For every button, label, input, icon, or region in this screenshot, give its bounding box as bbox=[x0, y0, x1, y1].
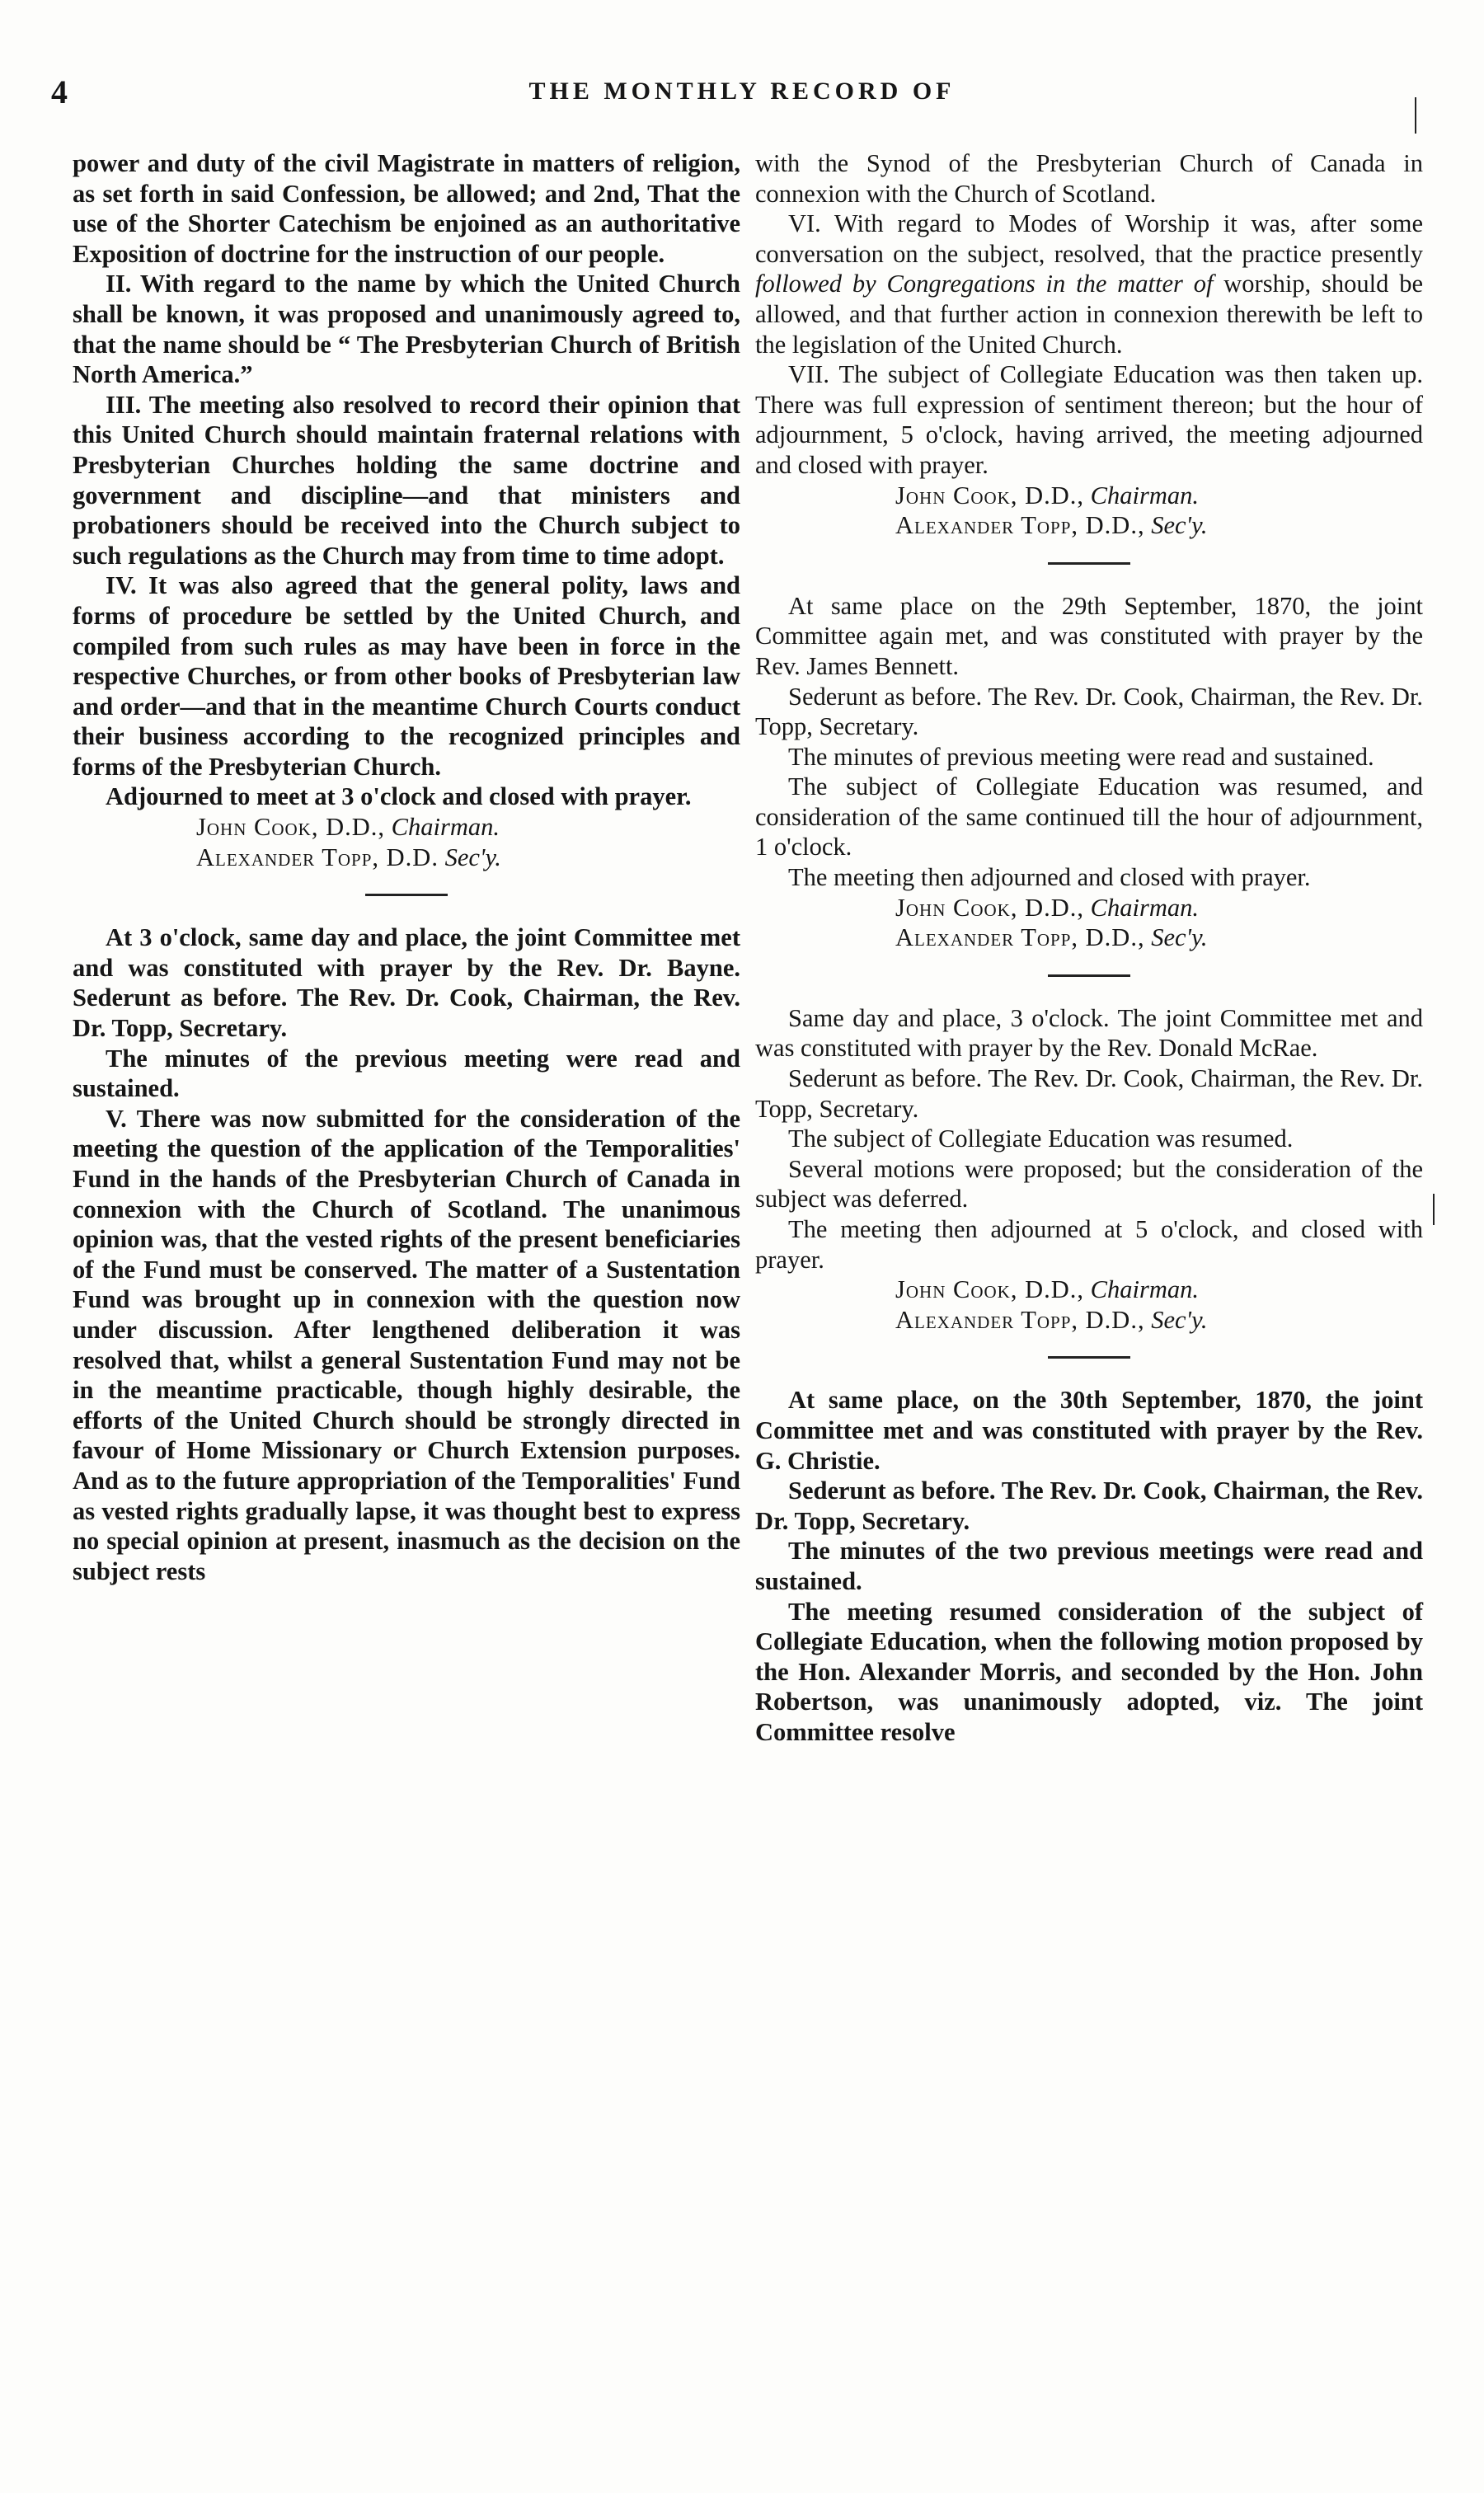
paragraph: Sederunt as before. The Rev. Dr. Cook, Chairman, the Rev. Dr. Topp, Secretary. bbox=[755, 682, 1423, 741]
signature-secretary bbox=[755, 1305, 1423, 1336]
signatory-role: Sec'y. bbox=[1151, 511, 1208, 540]
paragraph: power and duty of the civil Magistrate in matters of religion, as set forth in said Confession, be allowed; and 2nd, That the use of the Shorter Catechism be enjoined as an authoritative Exposition of doctrine for the instruction of our people. bbox=[73, 149, 740, 268]
signatory-name: Alexander Topp, D.D., bbox=[895, 511, 1145, 540]
right-column bbox=[755, 148, 1423, 1748]
signatory-role: Sec'y. bbox=[1151, 1305, 1208, 1334]
paragraph: The meeting resumed consideration of the subject of Collegiate Education, when the following motion proposed by the Hon. Alexander Morris, and seconded by the Hon. John Robertson, was unanimously adopted, viz. The joint Committee resolve bbox=[755, 1597, 1423, 1746]
signature-chairman bbox=[755, 1275, 1423, 1305]
signatory-name: John Cook, D.D., bbox=[895, 481, 1085, 509]
paragraph: At same place on the 29th September, 1870, the joint Committee again met, and was constituted with prayer by the Rev. James Bennett. bbox=[755, 591, 1423, 680]
signatory-name: Alexander Topp, D.D., bbox=[895, 923, 1145, 952]
signatory-name: Alexander Topp, D.D., bbox=[895, 1305, 1145, 1334]
paragraph: Same day and place, 3 o'clock. The joint Committee met and was constituted with prayer by the Rev. Donald McRae. bbox=[755, 1003, 1423, 1063]
paragraph: The minutes of the two previous meetings were read and sustained. bbox=[755, 1537, 1423, 1595]
paragraph: Sederunt as before. The Rev. Dr. Cook, Chairman, the Rev. Dr. Topp, Secretary. bbox=[755, 1064, 1423, 1123]
paragraph: The meeting then adjourned and closed with prayer. bbox=[788, 863, 1311, 892]
paragraph: Adjourned to meet at 3 o'clock and closed with prayer. bbox=[106, 782, 692, 811]
signatory-role: Chairman. bbox=[1090, 481, 1199, 509]
italic-text: followed by Congregations in the matter of bbox=[755, 270, 1214, 298]
paragraph: At same place, on the 30th September, 1870, the joint Committee met and was constituted with prayer by the Rev. G. Christie. bbox=[755, 1386, 1423, 1475]
paragraph: Sederunt as before. The Rev. Dr. Cook, Chairman, the Rev. Dr. Topp, Secretary. bbox=[755, 1477, 1423, 1535]
signatory-name: Alexander Topp, D.D. bbox=[196, 843, 439, 871]
paragraph: II. With regard to the name by which the United Church shall be known, it was proposed and unanimously agreed to, that the name should be “ The Presbyterian Church of British North America.” bbox=[73, 270, 740, 389]
paragraph-text: worship, should be allowed, and that further action in connexion therewith be left to the legislation of the United Church. bbox=[755, 270, 1423, 359]
signature-secretary bbox=[755, 510, 1423, 541]
section-divider bbox=[1048, 562, 1130, 565]
paragraph: IV. It was also agreed that the general polity, laws and forms of procedure be settled by the United Church, and compiled from such rules as may have been in force in the respective Churches, or from other books of Presbyterian law and order—and that in the meantime Church Courts conduct their business according to the recognized principles and forms of the Presbyterian Church. bbox=[73, 571, 740, 781]
signatory-role: Chairman. bbox=[1090, 893, 1199, 922]
paragraph: The minutes of the previous meeting were read and sustained. bbox=[73, 1044, 740, 1103]
section-divider bbox=[365, 894, 448, 896]
paragraph: III. The meeting also resolved to record their opinion that this United Church should maintain fraternal relations with Presbyterian Churches holding the same doctrine and government and discipline—and that ministers and probationers should be received into the Church subject to such regulations as the Church may from time to time adopt. bbox=[73, 390, 740, 570]
section-divider bbox=[1048, 974, 1130, 977]
paragraph: At 3 o'clock, same day and place, the joint Committee met and was constituted with prayer by the Rev. Dr. Bayne. Sederunt as before. The Rev. Dr. Cook, Chairman, the Rev. Dr. Topp, Secretary. bbox=[73, 923, 740, 1043]
paragraph: VII. The subject of Collegiate Education was then taken up. There was full expression of sentiment thereon; but the hour of adjournment, 5 o'clock, having arrived, the meeting adjourned and closed with prayer. bbox=[755, 360, 1423, 479]
paragraph: The subject of Collegiate Education was resumed, and consideration of the same continued till the hour of adjournment, 1 o'clock. bbox=[755, 772, 1423, 862]
page-number: 4 bbox=[51, 73, 68, 110]
paragraph: V. There was now submitted for the consideration of the meeting the question of the application of the Temporalities' Fund in the hands of the Presbyterian Church of Canada in connexion with the Church of Scotland. The unanimous opinion was, that the vested rights of the present beneficiaries of the Fund must be conserved. The matter of a Sustentation Fund was brought up in connexion with the question now under discussion. After lengthened deliberation it was resolved that, whilst a general Sustentation Fund may not be in the meantime practicable, though highly desirable, the efforts of the United Church should be strongly directed in favour of Home Missionary or Church Extension purposes. And as to the future appropriation of the Temporalities' Fund as vested rights gradually lapse, it was thought best to express no special opinion at present, inasmuch as the decision on the subject rests bbox=[73, 1104, 740, 1585]
signatory-name: John Cook, D.D., bbox=[895, 1275, 1085, 1304]
signature-chairman bbox=[755, 893, 1423, 923]
paragraph: The subject of Collegiate Education was resumed. bbox=[788, 1124, 1294, 1153]
signatory-role: Sec'y. bbox=[444, 843, 501, 871]
paragraph-text: VI. With regard to Modes of Worship it was, after some conversation on the subject, resolved, that the practice presently bbox=[755, 209, 1423, 268]
signature-chairman bbox=[755, 481, 1423, 511]
signatory-role: Sec'y. bbox=[1151, 923, 1208, 952]
paragraph bbox=[755, 209, 1423, 359]
signatory-role: Chairman. bbox=[391, 813, 500, 842]
paragraph: with the Synod of the Presbyterian Church of Canada in connexion with the Church of Scotland. bbox=[755, 149, 1423, 208]
signature-secretary bbox=[73, 843, 740, 873]
signatory-name: John Cook, D.D., bbox=[196, 813, 386, 842]
paragraph: The meeting then adjourned at 5 o'clock, and closed with prayer. bbox=[755, 1215, 1423, 1274]
left-column bbox=[73, 148, 740, 1586]
running-head: THE MONTHLY RECORD OF bbox=[528, 77, 956, 105]
paragraph: Several motions were proposed; but the consideration of the subject was deferred. bbox=[755, 1154, 1423, 1214]
section-divider bbox=[1048, 1356, 1130, 1359]
signatory-name: John Cook, D.D., bbox=[895, 893, 1085, 922]
margin-mark bbox=[1433, 1194, 1435, 1225]
signatory-role: Chairman. bbox=[1090, 1275, 1199, 1304]
edge-mark bbox=[1415, 97, 1416, 134]
signature-chairman bbox=[73, 812, 740, 843]
signature-secretary bbox=[755, 923, 1423, 953]
page-header bbox=[51, 73, 1433, 125]
paragraph: The minutes of previous meeting were read and sustained. bbox=[788, 742, 1374, 771]
